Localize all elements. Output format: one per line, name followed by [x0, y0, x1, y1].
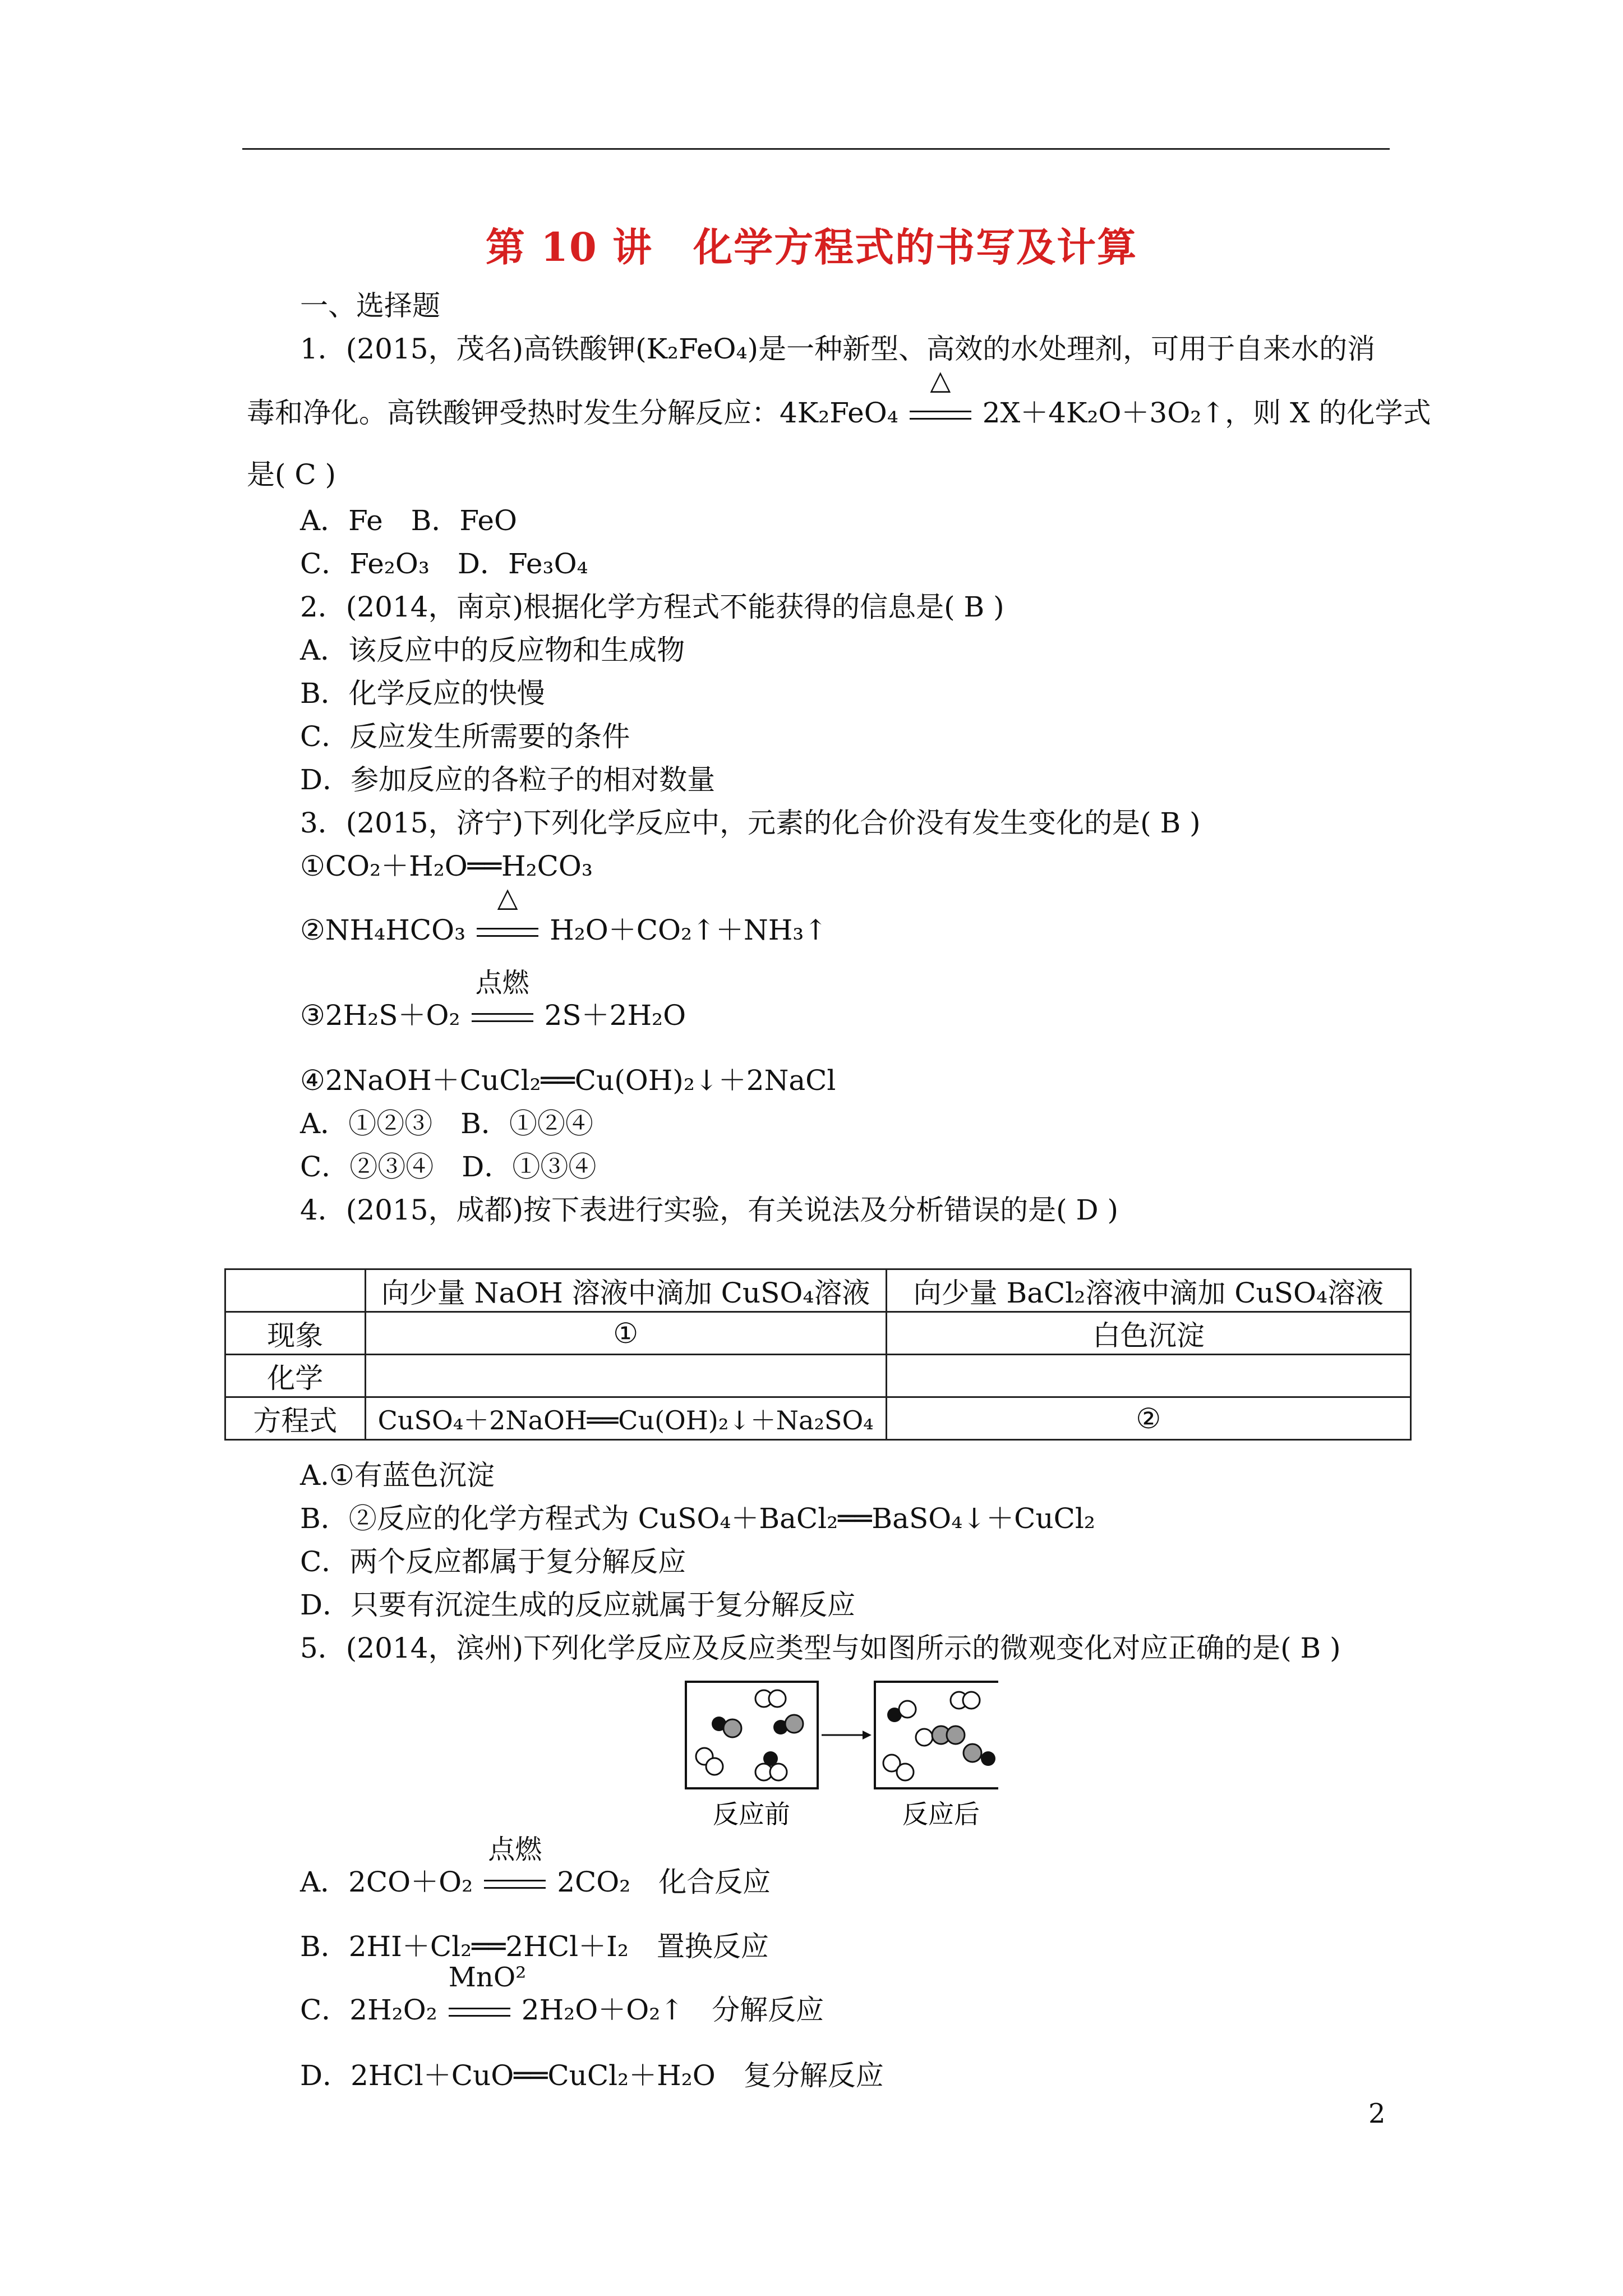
table-label-chem: 化学: [225, 1355, 366, 1397]
q3-r3-condition: [460, 967, 545, 1032]
header-rule: [242, 148, 1390, 150]
q3-options-ab: A．①②③ B．①②④: [300, 1107, 593, 1140]
q1-line1: 1．(2015，茂名)高铁酸钾(K₂FeO₄)是一种新型、高效的水处理剂，可用于自来水的消: [300, 333, 1376, 365]
q2-option-a: A．该反应中的反应物和生成物: [300, 634, 685, 666]
q3-reaction-2: [300, 882, 828, 947]
catalyst-label: MnO²: [448, 1962, 527, 1993]
figure-label-after: 反应后: [902, 1799, 980, 1829]
figure-label-before: 反应前: [713, 1799, 790, 1829]
q3-stem: 3．(2015，济宁)下列化学反应中，元素的化合价没有发生变化的是( B ): [300, 807, 1201, 839]
q2-option-c: C．反应发生所需要的条件: [300, 720, 630, 753]
q2-stem: 2．(2014，南京)根据化学方程式不能获得的信息是( B ): [300, 591, 1004, 623]
page-title: 第 10 讲 化学方程式的书写及计算: [485, 224, 1138, 270]
section-heading: 一、选择题: [300, 289, 440, 322]
micro-change-figure: [684, 1680, 998, 1832]
q1-line2: [247, 365, 1431, 430]
table-cell: ②: [886, 1397, 1410, 1440]
q1-options-ab: A．Fe B．FeO: [300, 504, 517, 537]
ignite-label: 点燃: [488, 1834, 542, 1865]
q5-a-reactants: A．2CO＋O₂: [300, 1866, 473, 1898]
q3-reaction-4: ④2NaOH＋CuCl₂══Cu(OH)₂↓＋2NaCl: [300, 1064, 836, 1097]
table-cell: ①: [365, 1312, 886, 1355]
table-label-phenomenon: 现象: [225, 1312, 366, 1355]
q5-c-reactants: C．2H₂O₂: [300, 1994, 437, 2026]
q3-r3-b: 2S＋2H₂O: [544, 999, 686, 1032]
q1-line2-b: 2X＋4K₂O＋3O₂↑，则 X 的化学式: [982, 397, 1431, 429]
table-row: [225, 1397, 1411, 1440]
heat-symbol: △: [497, 882, 518, 913]
q3-r2-condition: [465, 882, 550, 947]
q5-option-a: [300, 1834, 771, 1899]
q3-r3-a: ③2H₂S＋O₂: [300, 999, 460, 1032]
table-header-bacl2: 向少量 BaCl₂溶液中滴加 CuSO₄溶液: [886, 1269, 1410, 1312]
q4-option-d: D．只要有沉淀生成的反应就属于复分解反应: [300, 1589, 856, 1621]
q5-option-c: [300, 1962, 824, 2027]
heat-symbol: △: [930, 365, 951, 396]
q3-r2-a: ②NH₄HCO₃: [300, 914, 466, 946]
q5-a-products: 2CO₂ 化合反应: [557, 1866, 771, 1898]
page-number: 2: [1368, 2098, 1386, 2129]
table-row: [225, 1269, 1411, 1312]
q1-options-cd: C．Fe₂O₃ D．Fe₃O₄: [300, 547, 588, 580]
q4-stem: 4．(2015，成都)按下表进行实验，有关说法及分析错误的是( D ): [300, 1194, 1118, 1226]
q5-option-b: B．2HI＋Cl₂══2HCl＋I₂ 置换反应: [300, 1930, 769, 1963]
q1-equation-condition: [898, 365, 983, 430]
table-row: [225, 1312, 1411, 1355]
q3-options-cd: C．②③④ D．①③④: [300, 1151, 597, 1183]
q2-option-d: D．参加反应的各粒子的相对数量: [300, 763, 716, 796]
q4-option-a: A.①有蓝色沉淀: [300, 1459, 495, 1492]
q4-option-b: B．②反应的化学方程式为 CuSO₄＋BaCl₂══BaSO₄↓＋CuCl₂: [300, 1502, 1095, 1535]
q3-r2-b: H₂O＋CO₂↑＋NH₃↑: [550, 914, 828, 946]
q5-c-condition: [437, 1962, 527, 2027]
q4-option-c: C．两个反应都属于复分解反应: [300, 1545, 686, 1578]
ignite-label: 点燃: [475, 967, 529, 999]
table-header-naoh: 向少量 NaOH 溶液中滴加 CuSO₄溶液: [365, 1269, 886, 1312]
experiment-table: [224, 1268, 1412, 1441]
q2-option-b: B．化学反应的快慢: [300, 677, 545, 710]
table-cell: 白色沉淀: [886, 1312, 1410, 1355]
table-cell-empty: [225, 1269, 366, 1312]
q5-option-d: D．2HCl＋CuO══CuCl₂＋H₂O 复分解反应: [300, 2059, 884, 2092]
q5-stem: 5．(2014，滨州)下列化学反应及反应类型与如图所示的微观变化对应正确的是( B ): [300, 1632, 1341, 1664]
table-cell-empty: [886, 1355, 1410, 1397]
q5-a-condition: [473, 1834, 557, 1899]
q3-reaction-3: [300, 967, 686, 1032]
table-cell: CuSO₄＋2NaOH══Cu(OH)₂↓＋Na₂SO₄: [365, 1397, 886, 1440]
table-cell-empty: [365, 1355, 886, 1397]
table-label-equation: 方程式: [225, 1397, 366, 1440]
q5-c-products: 2H₂O＋O₂↑ 分解反应: [521, 1994, 824, 2026]
q1-line3: 是( C ): [247, 458, 336, 491]
q1-line2-a: 毒和净化。高铁酸钾受热时发生分解反应：4K₂FeO₄: [247, 397, 898, 429]
table-row: [225, 1355, 1411, 1397]
q3-reaction-1: ①CO₂＋H₂O══H₂CO₃: [300, 850, 593, 882]
